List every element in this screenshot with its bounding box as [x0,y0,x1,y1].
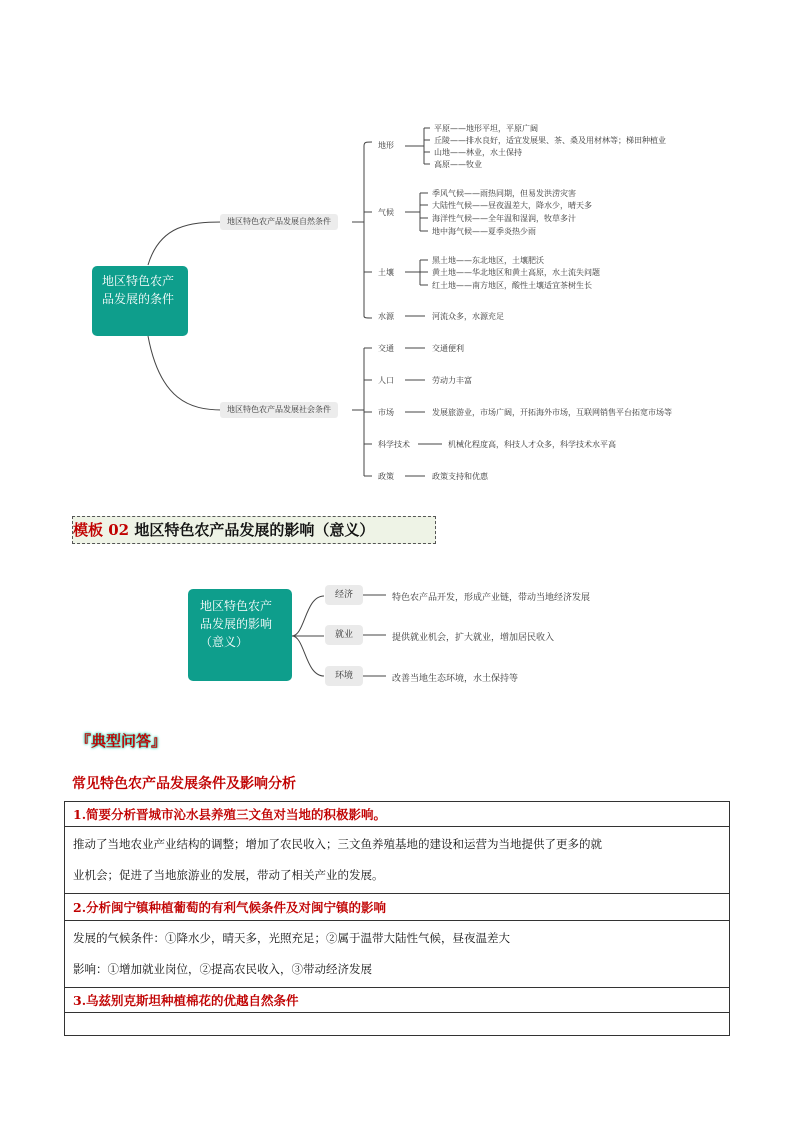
climate-item: 季风气候——雨热同期，但易发洪涝灾害 [432,189,576,198]
question-3: 3.乌兹别克斯坦种植棉花的优越自然条件 [65,988,730,1013]
employment-branch: 就业 [325,625,363,645]
social-conditions-branch: 地区特色农产品发展社会条件 [220,402,338,418]
answer-2-line: 发展的气候条件：①降水少，晴天多，光照充足；②属于温带大陆性气候，昼夜温差大 [73,931,510,945]
climate-item: 大陆性气候——昼夜温差大，降水少，晴天多 [432,201,592,210]
climate-item: 地中海气候——夏季炎热少雨 [432,227,536,236]
policy-text: 政策支持和优惠 [432,472,488,481]
soil-label: 土壤 [378,268,394,277]
question-1: 1.简要分析晋城市沁水县养殖三文鱼对当地的积极影响。 [65,802,730,827]
market-label: 市场 [378,408,394,417]
soil-item: 红土地——南方地区，酸性土壤适宜茶树生长 [432,281,592,290]
transport-label: 交通 [378,344,394,353]
natural-conditions-branch: 地区特色农产品发展自然条件 [220,214,338,230]
template-02-prefix: 模板 02 [73,521,135,539]
qa-answer-row [65,827,730,894]
transport-text: 交通便利 [432,344,464,353]
qa-question-row [65,988,730,1013]
tech-text: 机械化程度高，科技人才众多，科学技术水平高 [448,440,616,449]
water-label: 水源 [378,312,394,321]
terrain-item: 高原——牧业 [434,160,482,169]
climate-item: 海洋性气候——全年温和湿润，牧草多汁 [432,214,576,223]
answer-1 [65,827,730,894]
population-text: 劳动力丰富 [432,376,472,385]
economy-text: 特色农产品开发，形成产业链，带动当地经济发展 [392,593,591,603]
terrain-label: 地形 [378,141,394,150]
terrain-item: 山地——林业，水土保持 [434,148,522,157]
terrain-item: 平原——地形平坦，平原广阔 [434,124,538,133]
qa-question-row [65,894,730,921]
question-2: 2.分析闽宁镇种植葡萄的有利气候条件及对闽宁镇的影响 [65,894,730,921]
mindmap-2-root: 地区特色农产品发展的影响（意义） [188,589,292,681]
policy-label: 政策 [378,472,394,481]
soil-item: 黄土地——华北地区和黄土高原，水土流失问题 [432,268,600,277]
environment-branch: 环境 [325,666,363,686]
soil-item: 黑土地——东北地区，土壤肥沃 [432,256,544,265]
economy-branch: 经济 [325,585,363,605]
water-text: 河流众多，水源充足 [432,312,504,321]
market-text: 发展旅游业，市场广阔，开拓海外市场，互联网销售平台拓宽市场等 [432,408,672,417]
answer-2 [65,921,730,988]
template-02-title-text: 地区特色农产品发展的影响（意义） [134,521,375,539]
answer-2-line: 影响：①增加就业岗位，②提高农民收入，③带动经济发展 [73,962,372,976]
terrain-item: 丘陵——排水良好，适宜发展果、茶、桑及用材林等；梯田种植业 [434,136,666,145]
mindmap-1-root: 地区特色农产品发展的条件 [92,266,188,336]
qa-answer-row [65,1013,730,1036]
answer-1-line: 推动了当地农业产业结构的调整；增加了农民收入；三文鱼养殖基地的建设和运营为当地提供了更多的就 [73,837,602,851]
section-heading: 常见特色农产品发展条件及影响分析 [72,776,296,792]
tech-label: 科学技术 [378,440,410,449]
qa-table [64,801,730,1036]
qa-question-row [65,802,730,827]
climate-label: 气候 [378,208,394,217]
qa-answer-row [65,921,730,988]
typical-qa-heading: 『典型问答』 [76,732,167,750]
answer-3 [65,1013,730,1036]
population-label: 人口 [378,376,394,385]
environment-text: 改善当地生态环境，水土保持等 [392,674,519,684]
employment-text: 提供就业机会，扩大就业，增加居民收入 [392,633,555,643]
answer-1-line: 业机会；促进了当地旅游业的发展，带动了相关产业的发展。 [73,868,384,882]
